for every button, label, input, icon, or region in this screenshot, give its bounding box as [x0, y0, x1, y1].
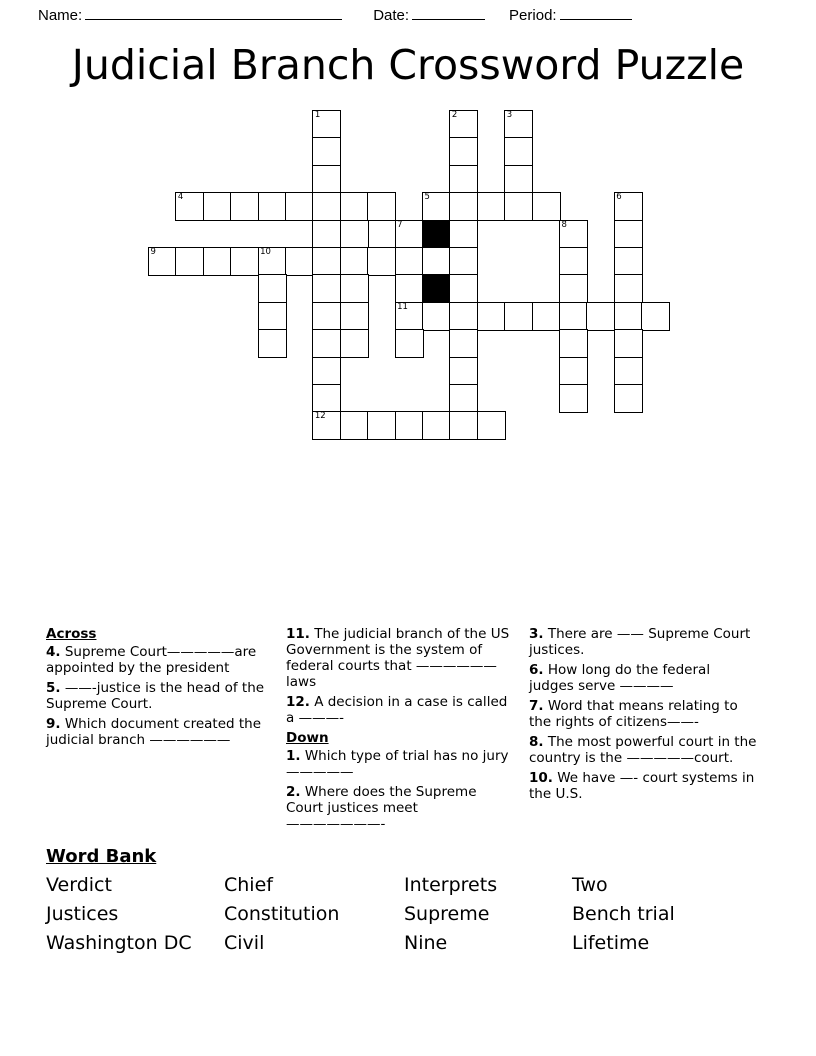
word-bank-word: Nine: [404, 932, 448, 954]
clue-list-col2-across: [286, 626, 515, 726]
clue-number: 9.: [46, 716, 61, 732]
crossword-cell[interactable]: [614, 357, 643, 386]
crossword-cell[interactable]: [285, 247, 314, 276]
word-bank-word: Justices: [46, 903, 119, 925]
crossword-cell[interactable]: [340, 220, 369, 249]
crossword-cell[interactable]: [559, 274, 588, 303]
crossword-cell[interactable]: [586, 302, 615, 331]
crossword-cell[interactable]: [395, 302, 424, 331]
crossword-cell-blocked: [422, 220, 451, 249]
crossword-clue-number: 7: [397, 219, 403, 230]
clue-list-col2-down: [286, 748, 515, 832]
crossword-cell[interactable]: [367, 192, 396, 221]
clue-text: There are —— Supreme Court justices.: [529, 626, 751, 658]
crossword-cell[interactable]: [148, 247, 177, 276]
word-bank-list: [46, 871, 772, 958]
clue-list-col3-down: [529, 626, 758, 802]
clue-text: Which type of trial has no jury —————: [286, 748, 509, 780]
clues-column-2: [286, 626, 529, 836]
crossword-cell[interactable]: [312, 329, 341, 358]
crossword-cell[interactable]: [395, 274, 424, 303]
crossword-cell[interactable]: [449, 192, 478, 221]
crossword-clue-number: 6: [616, 192, 622, 203]
crossword-cell[interactable]: [312, 384, 341, 413]
crossword-clue-number: 9: [150, 247, 156, 257]
crossword-cell[interactable]: [175, 192, 204, 221]
crossword-cell[interactable]: [367, 411, 396, 440]
crossword-cell[interactable]: [312, 357, 341, 386]
crossword-cell[interactable]: [203, 247, 232, 276]
crossword-cell-blocked: [422, 274, 451, 303]
clue-text: Where does the Supreme Court justices meet ———————-: [286, 784, 477, 832]
clue-item: [286, 784, 515, 832]
word-bank-word: Washington DC: [46, 932, 192, 954]
clue-item: [286, 626, 515, 690]
crossword-cell[interactable]: [422, 302, 451, 331]
crossword-cell[interactable]: [340, 411, 369, 440]
clue-text: How long do the federal judges serve ————: [529, 662, 711, 694]
word-bank-word: Interprets: [404, 874, 498, 896]
crossword-cell[interactable]: [449, 302, 478, 331]
crossword-cell[interactable]: [504, 165, 533, 194]
clues-column-1: [46, 626, 286, 752]
clue-text: The judicial branch of the US Government is the system of federal courts that ——————laws: [286, 626, 510, 690]
clue-item: [46, 716, 272, 748]
crossword-cell[interactable]: [203, 192, 232, 221]
crossword-cell[interactable]: [614, 247, 643, 276]
word-bank-title: Word Bank: [46, 846, 157, 867]
crossword-cell[interactable]: [504, 137, 533, 166]
clue-item: [46, 680, 272, 712]
crossword-cell[interactable]: [559, 247, 588, 276]
crossword-cell[interactable]: [449, 110, 478, 139]
clue-number: 1.: [286, 748, 301, 764]
crossword-clue-number: 1: [314, 110, 321, 120]
down-heading: Down: [286, 730, 329, 746]
name-label: Name:: [38, 6, 83, 24]
crossword-cell[interactable]: [312, 192, 341, 221]
crossword-cell[interactable]: [312, 411, 341, 440]
clue-item: [529, 770, 758, 802]
clue-number: 8.: [529, 734, 544, 750]
crossword-cell[interactable]: [395, 411, 424, 440]
crossword-clue-number: 5: [424, 192, 430, 203]
period-label: Period:: [509, 6, 557, 24]
crossword-cell[interactable]: [312, 220, 341, 249]
clue-text: A decision in a case is called a ———-: [286, 694, 508, 726]
word-bank-section: [46, 845, 772, 958]
crossword-cell[interactable]: [340, 329, 369, 358]
crossword-cell[interactable]: [504, 110, 533, 139]
crossword-cell[interactable]: [449, 137, 478, 166]
clue-number: 3.: [529, 626, 544, 642]
clue-item: [529, 662, 758, 694]
word-bank-word: Lifetime: [572, 932, 650, 954]
crossword-cell[interactable]: [258, 329, 287, 358]
crossword-cell[interactable]: [258, 192, 287, 221]
crossword-cell[interactable]: [449, 220, 478, 249]
crossword-cell[interactable]: [449, 329, 478, 358]
crossword-cell[interactable]: [504, 192, 533, 221]
crossword-cell[interactable]: [614, 384, 643, 413]
clue-number: 5.: [46, 680, 61, 696]
crossword-cell[interactable]: [449, 384, 478, 413]
crossword-grid[interactable]: [0, 0, 816, 450]
clue-number: 2.: [286, 784, 301, 800]
crossword-cell[interactable]: [312, 302, 341, 331]
crossword-cell[interactable]: [477, 192, 506, 221]
crossword-cell[interactable]: [312, 110, 341, 139]
crossword-cell[interactable]: [614, 302, 643, 331]
crossword-cell[interactable]: [312, 247, 341, 276]
crossword-cell[interactable]: [230, 247, 259, 276]
crossword-cell[interactable]: [504, 302, 533, 331]
crossword-cell[interactable]: [175, 247, 204, 276]
crossword-cell[interactable]: [559, 220, 588, 249]
crossword-cell[interactable]: [258, 302, 287, 331]
crossword-cell[interactable]: [641, 302, 670, 331]
crossword-cell[interactable]: [258, 274, 287, 303]
crossword-cell[interactable]: [340, 192, 369, 221]
word-bank-word: Two: [572, 874, 608, 896]
crossword-cell[interactable]: [559, 329, 588, 358]
crossword-cell[interactable]: [312, 137, 341, 166]
crossword-clue-number: 10: [260, 247, 271, 257]
clue-item: [529, 698, 758, 730]
crossword-cell[interactable]: [449, 411, 478, 440]
clue-number: 10.: [529, 770, 553, 786]
clue-number: 12.: [286, 694, 310, 710]
crossword-cell[interactable]: [477, 411, 506, 440]
word-bank-word: Supreme: [404, 903, 490, 925]
crossword-cell[interactable]: [340, 302, 369, 331]
crossword-cell[interactable]: [395, 220, 424, 249]
date-label: Date:: [373, 6, 410, 24]
crossword-cell[interactable]: [340, 274, 369, 303]
word-bank-word: Bench trial: [572, 903, 675, 925]
crossword-cell[interactable]: [614, 274, 643, 303]
crossword-cell[interactable]: [449, 247, 478, 276]
word-bank-word: Civil: [224, 932, 265, 954]
crossword-cell[interactable]: [422, 247, 451, 276]
crossword-clue-number: 2: [451, 110, 458, 120]
crossword-cell[interactable]: [395, 247, 424, 276]
crossword-clue-number: 8: [561, 219, 567, 230]
clues-section: [46, 626, 772, 836]
crossword-clue-number: 3: [506, 110, 513, 120]
crossword-cell[interactable]: [285, 192, 314, 221]
crossword-cell[interactable]: [559, 302, 588, 331]
word-bank-word: Verdict: [46, 874, 112, 896]
clue-item: [286, 748, 515, 780]
clue-text: ——-justice is the head of the Supreme Court.: [46, 680, 265, 712]
crossword-clue-number: 11: [397, 301, 408, 312]
clue-number: 7.: [529, 698, 544, 714]
crossword-cell[interactable]: [340, 247, 369, 276]
crossword-cell[interactable]: [532, 302, 561, 331]
clue-item: [286, 694, 515, 726]
crossword-cell[interactable]: [422, 192, 451, 221]
clue-number: 4.: [46, 644, 61, 660]
crossword-clue-number: 12: [314, 411, 326, 422]
crossword-cell[interactable]: [559, 384, 588, 413]
clue-text: The most powerful court in the country is the —————court.: [529, 734, 757, 766]
crossword-cell[interactable]: [312, 165, 341, 194]
crossword-cell[interactable]: [449, 274, 478, 303]
word-bank-word: Chief: [224, 874, 273, 896]
crossword-cell[interactable]: [449, 357, 478, 386]
clue-text: Word that means relating to the rights of citizens——-: [529, 698, 738, 730]
clue-list-col1: [46, 644, 272, 748]
crossword-cell[interactable]: [422, 411, 451, 440]
crossword-cell[interactable]: [395, 329, 424, 358]
across-heading: Across: [46, 626, 97, 642]
crossword-cell[interactable]: [477, 302, 506, 331]
clue-text: Supreme Court—————are appointed by the president: [46, 644, 257, 676]
crossword-clue-number: 4: [177, 192, 184, 203]
clue-item: [46, 644, 272, 676]
clue-number: 11.: [286, 626, 310, 642]
crossword-cell[interactable]: [449, 165, 478, 194]
crossword-cell[interactable]: [614, 192, 643, 221]
word-bank-word: Constitution: [224, 903, 340, 925]
crossword-cell[interactable]: [258, 247, 287, 276]
crossword-cell[interactable]: [614, 220, 643, 249]
clue-number: 6.: [529, 662, 544, 678]
crossword-cell[interactable]: [559, 357, 588, 386]
clue-text: Which document created the judicial branch ——————: [46, 716, 262, 748]
clues-column-3: [529, 626, 772, 806]
crossword-cell[interactable]: [312, 274, 341, 303]
clue-text: We have —- court systems in the U.S.: [529, 770, 755, 802]
clue-item: [529, 626, 758, 658]
crossword-cell[interactable]: [230, 192, 259, 221]
page-title: Judicial Branch Crossword Puzzle: [71, 41, 745, 89]
crossword-cell[interactable]: [367, 247, 396, 276]
clue-item: [529, 734, 758, 766]
crossword-cell[interactable]: [532, 192, 561, 221]
crossword-cell[interactable]: [614, 329, 643, 358]
